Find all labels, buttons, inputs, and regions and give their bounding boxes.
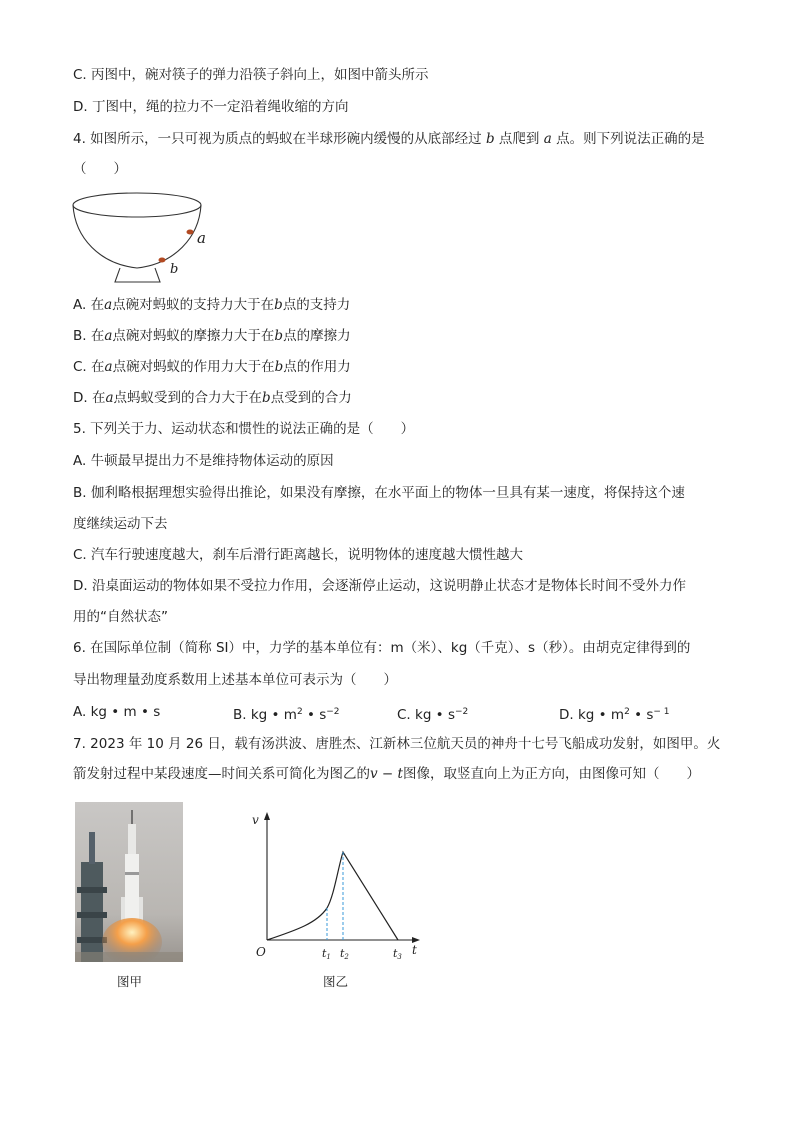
q5-option-b-line1: B. 伽利略根据理想实验得出推论，如果没有摩擦，在水平面上的物体一旦具有某一速度，将保持这个速	[73, 485, 685, 501]
axis-label-t: t	[412, 943, 417, 957]
q4-answer-blank: （ ）	[73, 161, 127, 177]
bowl-body	[73, 205, 201, 268]
rocket-launch-photo	[75, 802, 183, 962]
fig-yi-caption: 图乙	[323, 974, 349, 989]
q6-option-a: A. kg • m • s	[73, 704, 161, 720]
tick-t2: t2	[340, 947, 349, 961]
vt-graph	[252, 808, 427, 966]
q6-stem-line2: 导出物理量劲度系数用上述基本单位可表示为（ ）	[73, 672, 397, 688]
q6-stem-line1: 6. 在国际单位制（简称 SI）中，力学的基本单位有：m（米）、kg（千克）、s（秒）。由胡克定律得到的	[73, 640, 691, 656]
q7-stem-line1: 7. 2023 年 10 月 26 日，载有汤洪波、唐胜杰、江新林三位航天员的神舟十七号飞船成功发射，如图甲。火	[73, 736, 721, 752]
ant-at-b	[159, 258, 166, 263]
vt-curve	[267, 852, 398, 940]
bowl-figure	[70, 188, 220, 288]
bowl-rim	[73, 193, 201, 217]
q7-stem-line2: 箭发射过程中某段速度—时间关系可简化为图乙的v − t图像，取竖直向上为正方向，由图像可知（ ）	[73, 766, 700, 782]
q6-option-c: C. kg • $s^{-2}$	[397, 707, 469, 723]
q6-option-b: B. kg • $m^2$ • $s^{-2}$	[233, 707, 340, 723]
q5-option-c: C. 汽车行驶速度越大，刹车后滑行距离越长，说明物体的速度越大惯性越大	[73, 547, 524, 563]
q5-option-a: A. 牛顿最早提出力不是维持物体运动的原因	[73, 453, 334, 469]
q4-point-a: a	[543, 131, 552, 147]
q6-option-d: D. kg • $m^2$ • $s^{- 1}$	[559, 707, 670, 723]
axis-label-v: v	[252, 813, 259, 827]
q4-stem: 4. 如图所示，一只可视为质点的蚂蚁在半球形碗内缓慢的从底部经过 b 点爬到 a 点。则下列说法正确的是	[73, 131, 705, 147]
tick-t1: t1	[322, 947, 331, 961]
q4-option-c: C. 在a点碗对蚂蚁的作用力大于在b点的作用力	[73, 359, 351, 375]
q5-option-d-line1: D. 沿桌面运动的物体如果不受拉力作用，会逐渐停止运动，这说明静止状态才是物体长时间不受外力作	[73, 578, 686, 594]
q5-option-b-line2: 度继续运动下去	[73, 516, 168, 532]
q4-option-d: D. 在a点蚂蚁受到的合力大于在b点受到的合力	[73, 390, 352, 406]
tick-t3: t3	[393, 947, 402, 961]
q3-option-d: D. 丁图中，绳的拉力不一定沿着绳收缩的方向	[73, 99, 349, 115]
q5-option-d-line2: 用的“自然状态”	[73, 609, 168, 625]
q3-option-c: C. 丙图中，碗对筷子的弹力沿筷子斜向上，如图中箭头所示	[73, 67, 429, 83]
q5-stem: 5. 下列关于力、运动状态和惯性的说法正确的是（ ）	[73, 421, 415, 437]
fig-jia-caption: 图甲	[117, 974, 143, 989]
bowl-label-a: a	[197, 229, 206, 247]
ant-at-a	[187, 230, 194, 235]
bowl-label-b: b	[170, 262, 179, 277]
origin-label: O	[256, 945, 266, 959]
q4-option-a: A. 在a点碗对蚂蚁的支持力大于在b点的支持力	[73, 297, 351, 313]
y-axis-arrow	[264, 812, 270, 820]
q4-point-b: b	[485, 131, 495, 147]
q7-vt-math: v − t	[370, 766, 403, 782]
bowl-base	[115, 268, 160, 282]
q4-option-b: B. 在a点碗对蚂蚁的摩擦力大于在b点的摩擦力	[73, 328, 351, 344]
